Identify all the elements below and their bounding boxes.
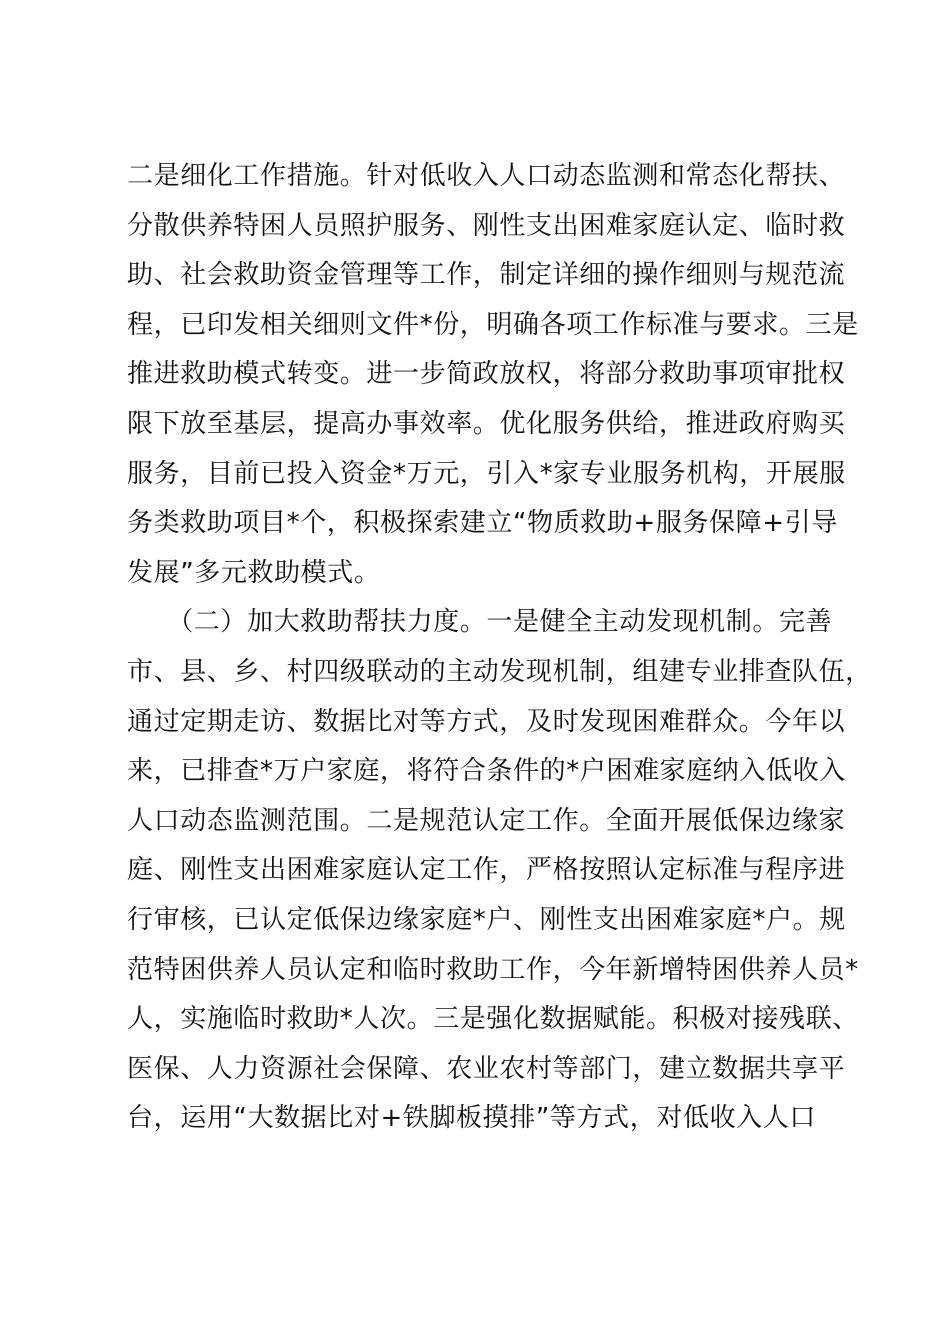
text-line: 行审核，已认定低保边缘家庭*户、刚性支出困难家庭*户。规 — [127, 904, 846, 935]
text-line: 人口动态监测范围。二是规范认定工作。全面开展低保边缘家 — [127, 805, 846, 836]
text-line: 程，已印发相关细则文件*份，明确各项工作标准与要求。三是 — [127, 309, 859, 340]
body-text — [127, 152, 872, 1144]
text-line: 二是细化工作措施。针对低收入人口动态监测和常态化帮扶、 — [127, 161, 846, 191]
text-line: 推进救助模式转变。进一步简政放权，将部分救助事项审批权 — [127, 359, 846, 390]
text-line: 限下放至基层，提高办事效率。优化服务供给，推进政府购买 — [127, 408, 846, 439]
text-line: 助、社会救助资金管理等工作，制定详细的操作细则与规范流 — [127, 260, 846, 291]
text-line: 庭、刚性支出困难家庭认定工作，严格按照认定标准与程序进 — [127, 855, 846, 886]
text-line: 发展”多元救助模式。 — [127, 557, 381, 588]
section-heading-line: （二）加大救助帮扶力度。一是健全主动发现机制。完善 — [127, 607, 833, 638]
text-line: 来，已排查*万户家庭，将符合条件的*户困难家庭纳入低收入 — [127, 756, 846, 787]
text-line: 通过定期走访、数据比对等方式，及时发现困难群众。今年以 — [127, 706, 846, 737]
text-line: 务类救助项目*个，积极探索建立“物质救助+服务保障+引导 — [127, 508, 838, 539]
text-line: 台，运用“大数据比对+铁脚板摸排”等方式，对低收入人口 — [127, 1103, 816, 1134]
text-line: 范特困供养人员认定和临时救助工作，今年新增特困供养人员* — [127, 954, 859, 985]
text-line: 人，实施临时救助*人次。三是强化数据赋能。积极对接残联、 — [127, 1004, 859, 1035]
text-line: 分散供养特困人员照护服务、刚性支出困难家庭认定、临时救 — [127, 210, 846, 241]
text-line: 市、县、乡、村四级联动的主动发现机制，组建专业排查队伍， — [127, 656, 872, 687]
text-line: 医保、人力资源社会保障、农业农村等部门，建立数据共享平 — [127, 1053, 846, 1084]
text-line: 服务，目前已投入资金*万元，引入*家专业服务机构，开展服 — [127, 458, 846, 489]
